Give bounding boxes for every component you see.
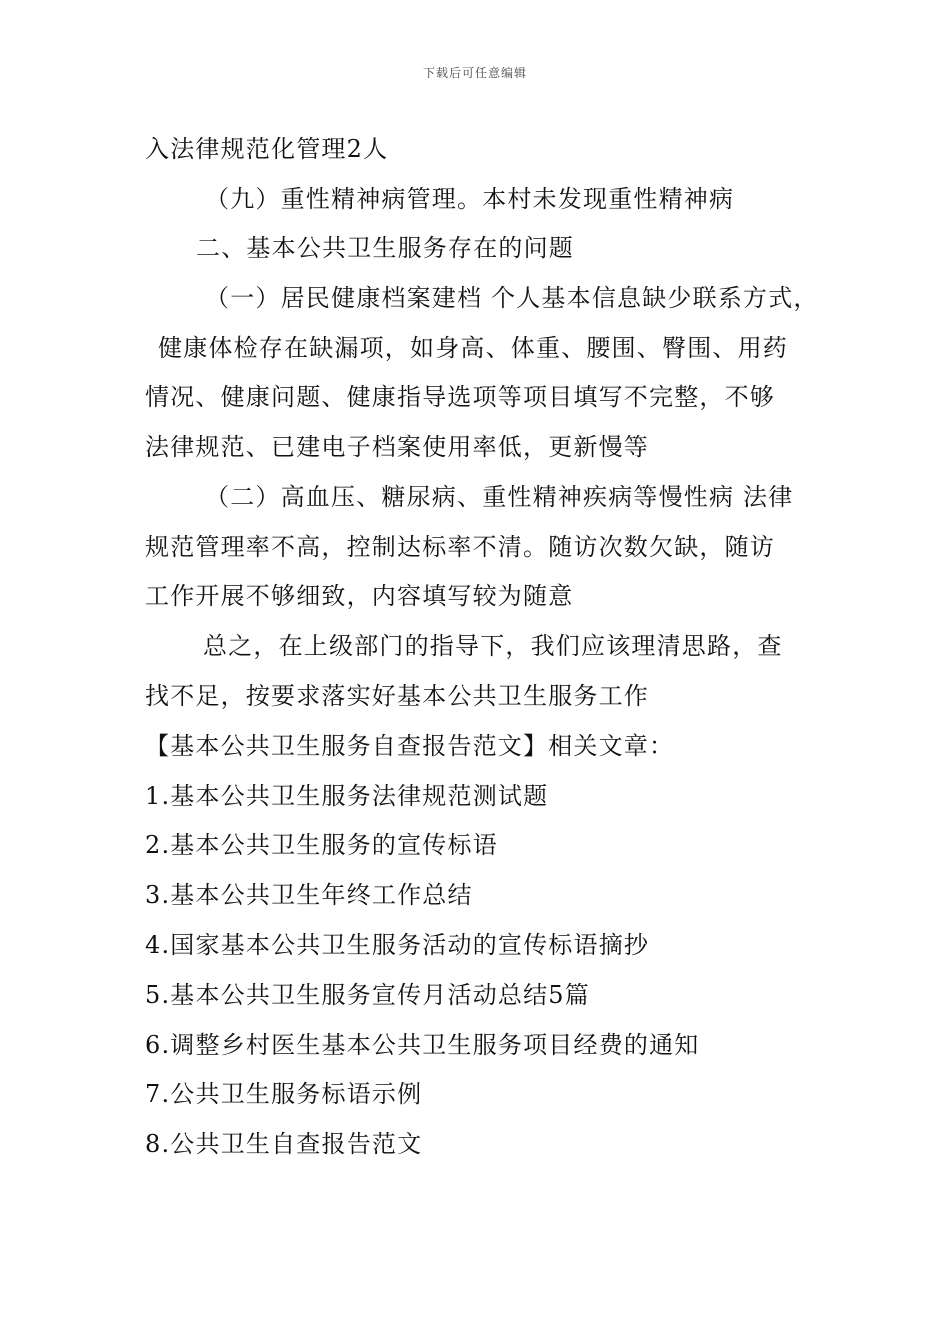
related-article-link[interactable]: 2.基本公共卫生服务的宣传标语 xyxy=(145,831,498,859)
page-header: 下载后可任意编辑 xyxy=(422,66,527,80)
paragraph-line: 找不足，按要求落实好基本公共卫生服务工作 xyxy=(145,682,649,710)
paragraph-line: 工作开展不够细致，内容填写较为随意 xyxy=(145,582,574,610)
related-articles-heading: 【基本公共卫生服务自查报告范文】相关文章： xyxy=(145,732,675,760)
paragraph-line: （一）居民健康档案建档 个人基本信息缺少联系方式， xyxy=(205,284,819,312)
paragraph-line: 情况、健康问题、健康指导选项等项目填写不完整，不够 xyxy=(145,383,775,411)
related-article-link[interactable]: 7.公共卫生服务标语示例 xyxy=(145,1080,423,1108)
paragraph-line: （二）高血压、糖尿病、重性精神疾病等慢性病 法律 xyxy=(205,483,794,511)
related-article-link[interactable]: 3.基本公共卫生年终工作总结 xyxy=(145,881,473,909)
paragraph-line: 总之，在上级部门的指导下，我们应该理清思路，查 xyxy=(203,632,783,660)
related-article-link[interactable]: 1.基本公共卫生服务法律规范测试题 xyxy=(145,782,549,810)
related-article-link[interactable]: 4.国家基本公共卫生服务活动的宣传标语摘抄 xyxy=(145,931,650,959)
paragraph-line: 健康体检存在缺漏项，如身高、体重、腰围、臀围、用药 xyxy=(158,334,788,362)
paragraph-line: 入法律规范化管理2人 xyxy=(145,135,389,163)
related-article-link[interactable]: 5.基本公共卫生服务宣传月活动总结5篇 xyxy=(145,981,590,1009)
paragraph-line: 法律规范、已建电子档案使用率低，更新慢等 xyxy=(145,433,649,461)
paragraph-line: 规范管理率不高，控制达标率不清。随访次数欠缺，随访 xyxy=(145,533,775,561)
section-heading: 二、基本公共卫生服务存在的问题 xyxy=(196,234,574,262)
section-heading: （九）重性精神病管理。本村未发现重性精神病 xyxy=(205,185,735,213)
related-article-link[interactable]: 6.调整乡村医生基本公共卫生服务项目经费的通知 xyxy=(145,1031,700,1059)
related-article-link[interactable]: 8.公共卫生自查报告范文 xyxy=(145,1130,423,1158)
